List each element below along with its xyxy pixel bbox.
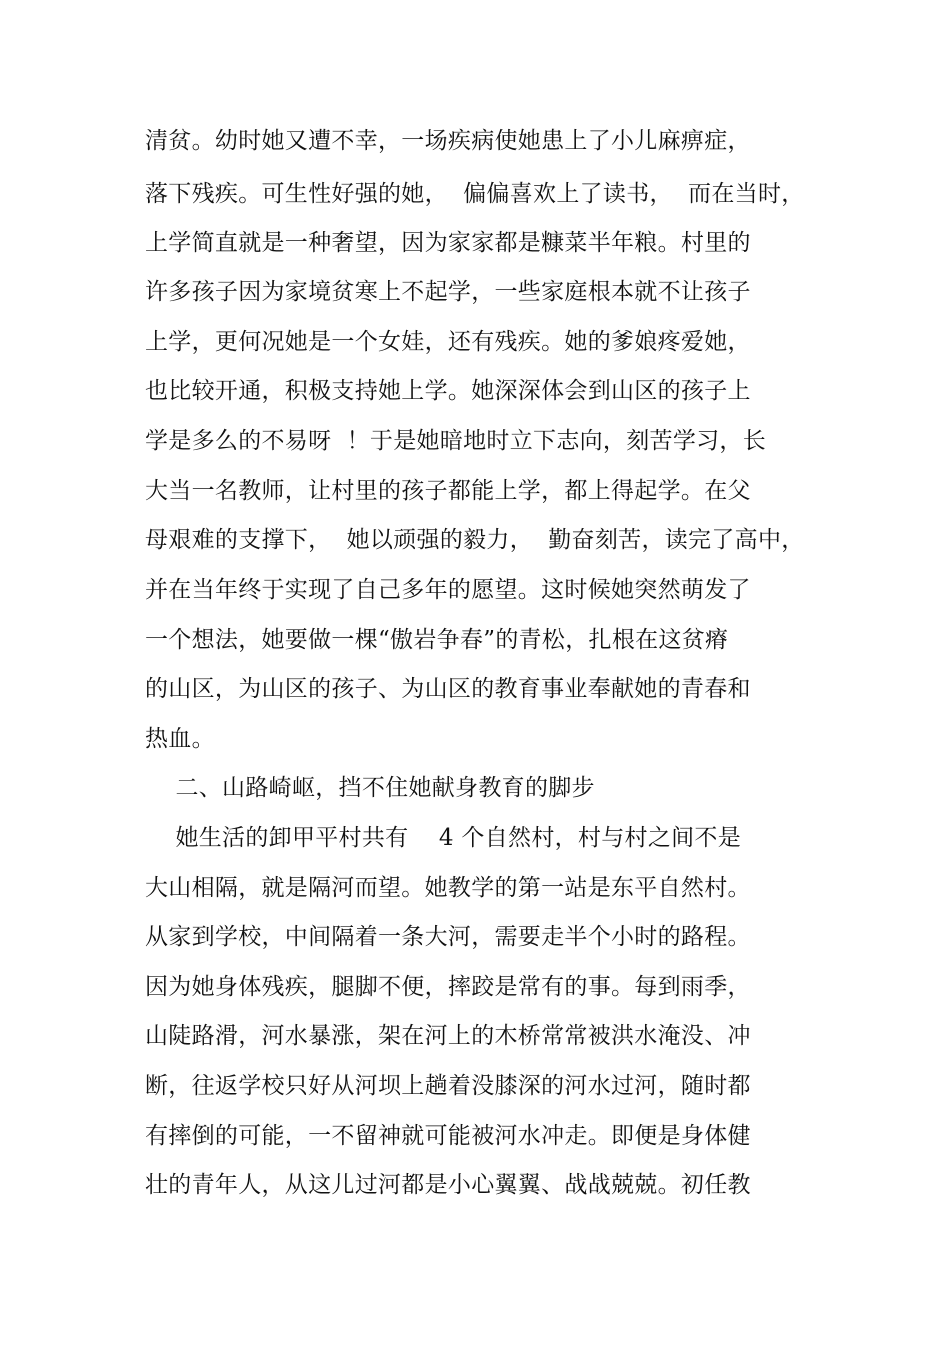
text-line: 上学简直就是一种奢望，因为家家都是糠菜半年粮。村里的 (145, 230, 751, 256)
text-line: 大当一名教师，让村里的孩子都能上学，都上得起学。在父 (145, 478, 751, 504)
text-line: 壮的青年人，从这儿过河都是小心翼翼、战战兢兢。初任教 (145, 1172, 751, 1198)
text-line: 落下残疾。可生性好强的她， 偏偏喜欢上了读书， 而在当时， (145, 181, 805, 207)
text-line: 清贫。幼时她又遭不幸，一场疾病使她患上了小儿麻痹症， (145, 128, 751, 154)
text-line: 的山区，为山区的孩子、为山区的教育事业奉献她的青春和 (145, 676, 751, 702)
text-line: 并在当年终于实现了自己多年的愿望。这时候她突然萌发了 (145, 577, 751, 603)
text-line: 热血。 (145, 726, 215, 752)
text-line: 山陡路滑，河水暴涨，架在河上的木桥常常被洪水淹没、冲 (145, 1023, 751, 1049)
text-line: 母艰难的支撑下， 她以顽强的毅力， 勤奋刻苦，读完了高中， (145, 527, 805, 553)
text-line: 一个想法，她要做一棵“傲岩争春”的青松，扎根在这贫瘠 (145, 627, 729, 653)
text-line: 上学，更何况她是一个女娃，还有残疾。她的爹娘疼爱她， (145, 329, 751, 355)
text-line: 有摔倒的可能，一不留神就可能被河水冲走。即便是身体健 (145, 1123, 751, 1149)
text-line: 因为她身体残疾，腿脚不便，摔跤是常有的事。每到雨季， (145, 974, 751, 1000)
text-line: 许多孩子因为家境贫寒上不起学，一些家庭根本就不让孩子 (145, 279, 751, 305)
text-line: 她生活的卸甲平村共有 4 个自然村，村与村之间不是 (145, 825, 742, 851)
section-heading: 二、山路崎岖，挡不住她献身教育的脚步 (145, 775, 595, 801)
text-line: 学是多么的不易呀 ！于是她暗地时立下志向，刻苦学习，长 (145, 428, 767, 454)
text-line: 也比较开通，积极支持她上学。她深深体会到山区的孩子上 (145, 378, 751, 404)
text-line: 大山相隔，就是隔河而望。她教学的第一站是东平自然村。 (145, 875, 751, 901)
text-line: 断，往返学校只好从河坝上趟着没膝深的河水过河，随时都 (145, 1073, 751, 1099)
text-line: 从家到学校，中间隔着一条大河，需要走半个小时的路程。 (145, 924, 751, 950)
